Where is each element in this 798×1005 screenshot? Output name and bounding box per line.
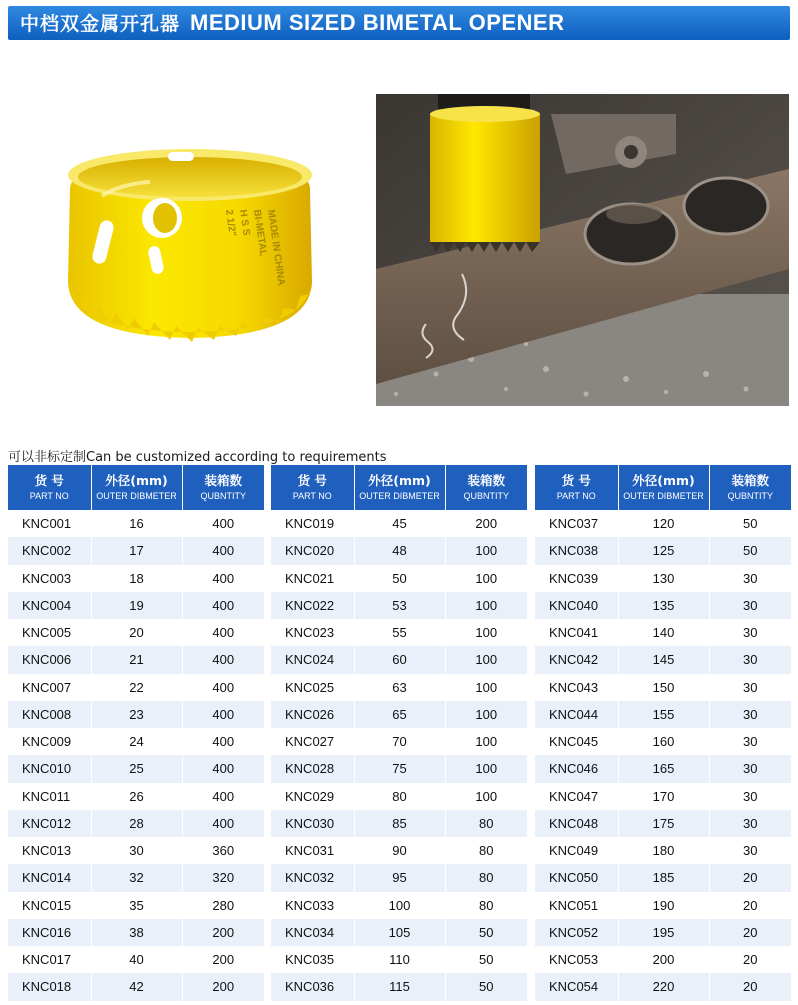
quantity-cell: 400 [182,810,264,837]
part-no-cell: KNC032 [271,864,354,891]
outer-diameter-cell: 140 [618,619,709,646]
part-no-cell: KNC054 [535,973,618,1000]
part-no-cell: KNC045 [535,728,618,755]
quantity-cell: 20 [709,864,791,891]
table-row [271,755,527,782]
quantity-cell: 20 [743,952,758,968]
part-no-cell: KNC048 [535,810,618,837]
quantity-cell: 400 [212,734,235,750]
part-no-cell: KNC036 [271,973,354,1000]
outer-diameter-cell: 185 [618,864,709,891]
table-row [8,619,264,646]
part-no-cell: KNC038 [535,537,618,564]
outer-diameter-cell: 150 [618,674,709,701]
part-no-cell: KNC049 [535,837,618,864]
part-no-cell: KNC050 [535,864,618,891]
outer-diameter-cell: 180 [618,837,709,864]
table-row [535,565,791,592]
outer-diameter-cell: 80 [354,783,445,810]
quantity-cell: 100 [445,701,527,728]
part-no-cell: KNC004 [8,592,91,619]
quantity-cell: 30 [743,843,758,859]
quantity-cell: 400 [212,570,235,586]
outer-diameter-cell: 130 [618,565,709,592]
outer-diameter-cell: 220 [618,973,709,1000]
quantity-cell: 80 [479,897,494,913]
quantity-cell: 100 [475,788,498,804]
outer-diameter-cell: 55 [354,619,445,646]
outer-diameter-cell: 190 [618,892,709,919]
part-no-cell: KNC018 [8,973,91,1000]
quantity-cell: 200 [182,973,264,1000]
table-row [535,701,791,728]
outer-diameter-cell: 42 [91,973,182,1000]
customization-note: 可以非标定制Can be customized according to requirements [8,450,387,465]
table-row [271,728,527,755]
table-row [8,728,264,755]
part-no-cell: KNC051 [535,892,618,919]
outer-diameter-cell: 195 [618,919,709,946]
quantity-cell: 50 [445,973,527,1000]
quantity-cell: 100 [475,734,498,750]
outer-diameter-cell: 175 [618,810,709,837]
spec-table-1 [8,465,264,1001]
part-no-cell: KNC007 [8,674,91,701]
quantity-cell: 400 [212,788,235,804]
table-row [271,565,527,592]
table-row [271,592,527,619]
quantity-cell: 400 [182,537,264,564]
hole-saw-product-photo [30,100,340,380]
quantity-header: 装箱数 QUBNTITY [182,465,264,510]
part-no-cell: KNC034 [271,919,354,946]
outer-diameter-cell: 90 [354,837,445,864]
quantity-cell: 400 [182,755,264,782]
part-no-cell: KNC035 [271,946,354,973]
table-header-row [8,465,264,510]
quantity-cell: 30 [709,810,791,837]
table-row [535,592,791,619]
part-no-cell: KNC024 [271,646,354,673]
outer-diameter-cell: 20 [91,619,182,646]
outer-diameter-cell: 65 [354,701,445,728]
outer-diameter-cell: 125 [618,537,709,564]
part-no-cell: KNC039 [535,565,618,592]
part-no-cell: KNC010 [8,755,91,782]
part-no-cell: KNC019 [271,510,354,537]
outer-diameter-cell: 53 [354,592,445,619]
table-row [271,619,527,646]
quantity-cell: 100 [475,679,498,695]
part-no-cell: KNC040 [535,592,618,619]
outer-diameter-cell: 25 [91,755,182,782]
table-row [535,783,791,810]
saw-marking-made-in: MADE IN CHINA [265,208,287,287]
outer-diameter-cell: 21 [91,646,182,673]
table-row [535,755,791,782]
quantity-cell: 400 [212,625,235,641]
part-no-cell: KNC023 [271,619,354,646]
table-row [535,810,791,837]
quantity-cell: 100 [445,592,527,619]
quantity-cell: 100 [475,625,498,641]
table-row [8,973,264,1000]
part-no-cell: KNC031 [271,837,354,864]
outer-diameter-cell: 40 [91,946,182,973]
quantity-cell: 80 [445,864,527,891]
part-no-cell: KNC013 [8,837,91,864]
outer-diameter-cell: 110 [354,946,445,973]
outer-diameter-cell: 32 [91,864,182,891]
part-no-cell: KNC044 [535,701,618,728]
table-row [271,674,527,701]
outer-diameter-cell: 19 [91,592,182,619]
outer-diameter-cell: 23 [91,701,182,728]
part-no-cell: KNC029 [271,783,354,810]
outer-diameter-cell: 100 [354,892,445,919]
quantity-cell: 30 [709,646,791,673]
table-row [535,728,791,755]
table-row [8,701,264,728]
spec-table-2 [271,465,527,1001]
table-row [8,919,264,946]
quantity-cell: 100 [445,646,527,673]
table-row [271,837,527,864]
quantity-cell: 30 [743,679,758,695]
quantity-cell: 400 [182,646,264,673]
table-row [535,674,791,701]
quantity-cell: 50 [445,919,527,946]
table-row [535,837,791,864]
quantity-cell: 280 [212,897,235,913]
table-row [535,537,791,564]
part-no-cell: KNC014 [8,864,91,891]
quantity-cell: 30 [709,755,791,782]
part-no-cell: KNC011 [8,783,91,810]
part-no-cell: KNC022 [271,592,354,619]
table-row [271,973,527,1000]
outer-diameter-cell: 48 [354,537,445,564]
outer-diameter-cell: 70 [354,728,445,755]
table-row [8,674,264,701]
outer-diameter-cell: 35 [91,892,182,919]
table-row [271,892,527,919]
spec-table-3 [535,465,791,1001]
outer-diameter-cell: 24 [91,728,182,755]
table-row [8,646,264,673]
outer-diameter-header: 外径(mm) OUTER DIBMETER [618,465,709,510]
part-no-cell: KNC016 [8,919,91,946]
part-no-cell: KNC017 [8,946,91,973]
table-row [271,510,527,537]
outer-diameter-cell: 105 [354,919,445,946]
part-no-header: 货 号 PART NO [535,465,618,510]
table-row [271,646,527,673]
part-no-cell: KNC005 [8,619,91,646]
cutting-in-use-photo [376,94,789,406]
outer-diameter-cell: 120 [618,510,709,537]
part-no-header: 货 号 PART NO [271,465,354,510]
table-row [8,755,264,782]
quantity-cell: 100 [445,537,527,564]
part-no-cell: KNC002 [8,537,91,564]
part-no-cell: KNC027 [271,728,354,755]
table-row [271,864,527,891]
table-row [8,537,264,564]
outer-diameter-cell: 85 [354,810,445,837]
table-row [8,510,264,537]
part-no-cell: KNC037 [535,510,618,537]
saw-marking-size: 2 1/2" [223,208,238,238]
title-chinese: 中档双金属开孔器 [20,13,181,35]
quantity-cell: 320 [182,864,264,891]
saw-marking-hss: H S S [237,208,252,237]
outer-diameter-cell: 63 [354,674,445,701]
quantity-cell: 400 [182,701,264,728]
quantity-header: 装箱数 QUBNTITY [709,465,791,510]
quantity-cell: 20 [709,919,791,946]
part-no-cell: KNC030 [271,810,354,837]
part-no-cell: KNC021 [271,565,354,592]
table-row [535,646,791,673]
quantity-cell: 50 [479,952,494,968]
outer-diameter-cell: 17 [91,537,182,564]
outer-diameter-header: 外径(mm) OUTER DIBMETER [91,465,182,510]
outer-diameter-cell: 50 [354,565,445,592]
quantity-cell: 30 [743,570,758,586]
part-no-cell: KNC015 [8,892,91,919]
table-row [8,783,264,810]
part-no-cell: KNC003 [8,565,91,592]
table-header-row [535,465,791,510]
quantity-header: 装箱数 QUBNTITY [445,465,527,510]
quantity-cell: 20 [709,973,791,1000]
outer-diameter-cell: 115 [354,973,445,1000]
quantity-cell: 100 [445,755,527,782]
quantity-cell: 80 [445,810,527,837]
part-no-cell: KNC042 [535,646,618,673]
outer-diameter-cell: 160 [618,728,709,755]
table-row [535,892,791,919]
outer-diameter-cell: 60 [354,646,445,673]
table-row [8,892,264,919]
outer-diameter-cell: 165 [618,755,709,782]
part-no-cell: KNC012 [8,810,91,837]
table-row [535,973,791,1000]
part-no-cell: KNC025 [271,674,354,701]
part-no-cell: KNC009 [8,728,91,755]
part-no-cell: KNC043 [535,674,618,701]
outer-diameter-cell: 155 [618,701,709,728]
table-row [271,919,527,946]
part-no-header: 货 号 PART NO [8,465,91,510]
part-no-cell: KNC001 [8,510,91,537]
part-no-cell: KNC028 [271,755,354,782]
quantity-cell: 100 [475,570,498,586]
quantity-cell: 30 [743,788,758,804]
table-row [8,592,264,619]
table-row [535,946,791,973]
quantity-cell: 200 [212,952,235,968]
part-no-cell: KNC008 [8,701,91,728]
outer-diameter-cell: 75 [354,755,445,782]
quantity-cell: 400 [182,592,264,619]
part-no-cell: KNC047 [535,783,618,810]
part-no-cell: KNC046 [535,755,618,782]
part-no-cell: KNC053 [535,946,618,973]
table-row [271,946,527,973]
table-row [535,864,791,891]
table-row [535,619,791,646]
outer-diameter-cell: 30 [91,837,182,864]
outer-diameter-cell: 170 [618,783,709,810]
quantity-cell: 30 [743,734,758,750]
outer-diameter-cell: 200 [618,946,709,973]
outer-diameter-cell: 16 [91,510,182,537]
table-row [271,810,527,837]
outer-diameter-cell: 28 [91,810,182,837]
quantity-cell: 50 [743,516,758,532]
table-row [8,837,264,864]
outer-diameter-cell: 22 [91,674,182,701]
quantity-cell: 30 [709,592,791,619]
outer-diameter-cell: 38 [91,919,182,946]
table-row [271,537,527,564]
part-no-cell: KNC033 [271,892,354,919]
table-row [8,946,264,973]
outer-diameter-cell: 45 [354,510,445,537]
quantity-cell: 30 [743,625,758,641]
title-english: MEDIUM SIZED BIMETAL OPENER [190,10,565,35]
quantity-cell: 20 [743,897,758,913]
page-title [20,11,565,35]
part-no-cell: KNC006 [8,646,91,673]
outer-diameter-cell: 145 [618,646,709,673]
quantity-cell: 400 [212,516,235,532]
quantity-cell: 50 [709,537,791,564]
table-row [8,810,264,837]
part-no-cell: KNC041 [535,619,618,646]
part-no-cell: KNC052 [535,919,618,946]
table-header-row [271,465,527,510]
quantity-cell: 200 [182,919,264,946]
table-row [535,510,791,537]
quantity-cell: 400 [212,679,235,695]
part-no-cell: KNC020 [271,537,354,564]
quantity-cell: 200 [475,516,498,532]
quantity-cell: 360 [212,843,235,859]
part-no-cell: KNC026 [271,701,354,728]
outer-diameter-header: 外径(mm) OUTER DIBMETER [354,465,445,510]
table-row [8,565,264,592]
outer-diameter-cell: 95 [354,864,445,891]
outer-diameter-cell: 26 [91,783,182,810]
table-row [271,701,527,728]
table-row [271,783,527,810]
title-banner [8,6,790,40]
outer-diameter-cell: 18 [91,565,182,592]
table-row [8,864,264,891]
outer-diameter-cell: 135 [618,592,709,619]
table-row [535,919,791,946]
saw-marking-bimetal: BI-METAL [251,208,269,257]
quantity-cell: 30 [709,701,791,728]
quantity-cell: 80 [479,843,494,859]
